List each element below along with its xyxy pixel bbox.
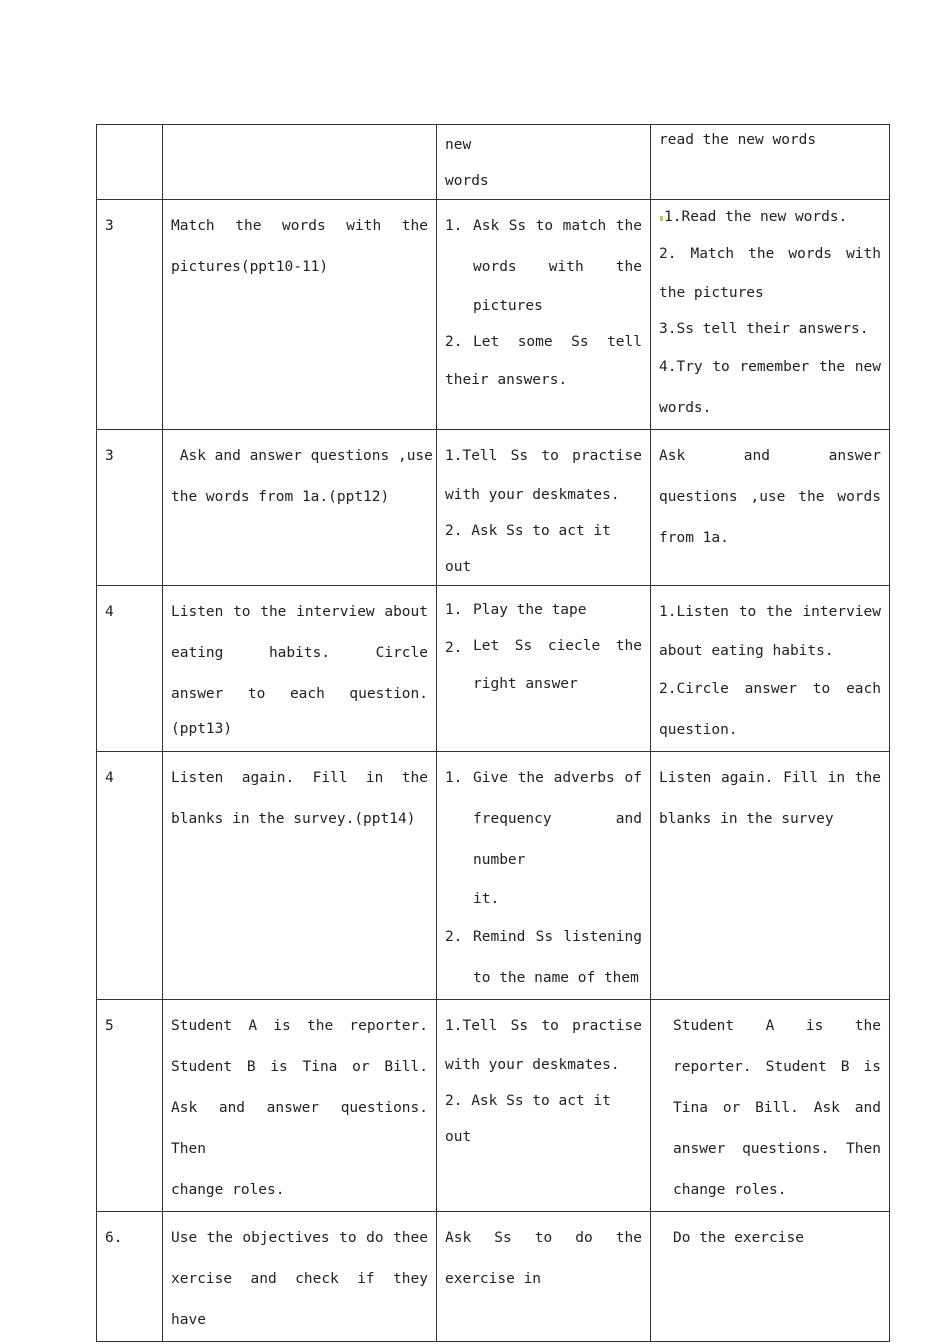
text-line: their answers.	[445, 372, 568, 388]
text-line: words with the	[473, 259, 642, 275]
content-cell	[163, 200, 437, 430]
text-line: the words from 1a.(ppt12)	[171, 489, 390, 505]
step-marker: 1.	[445, 218, 463, 234]
teacher-activity-cell	[437, 125, 651, 200]
text-line: Give the adverbs of	[473, 770, 642, 786]
text-line: 2.Circle answer to each	[659, 681, 881, 697]
step-marker: 2.	[445, 334, 463, 350]
text-line: exercise in	[445, 1271, 542, 1287]
step-marker: 1.	[445, 770, 463, 786]
teacher-activity-cell	[437, 430, 651, 586]
text-line: the pictures	[659, 285, 764, 301]
step-number-cell: 6.	[97, 1212, 163, 1342]
text-line: change roles.	[673, 1182, 787, 1198]
text-line: 1.Listen to the interview	[659, 604, 881, 620]
student-activity-cell	[651, 125, 890, 200]
numbered-step	[445, 324, 642, 360]
student-activity-cell	[651, 1212, 890, 1342]
text-line: (ppt13)	[171, 721, 233, 737]
student-activity-cell	[651, 1000, 890, 1212]
text-line: question.	[659, 722, 738, 738]
student-activity-cell	[651, 430, 890, 586]
step-marker: 1.	[445, 602, 463, 618]
teacher-activity-cell	[437, 752, 651, 1000]
table-row	[97, 1000, 890, 1212]
numbered-step	[445, 917, 642, 999]
student-activity-cell	[651, 586, 890, 752]
table-row	[97, 586, 890, 752]
text-line: pictures(ppt10-11)	[171, 259, 329, 275]
text-line: Ask Ss to do the	[445, 1230, 642, 1246]
text-line: from 1a.	[659, 530, 729, 546]
step-marker: 2.	[445, 640, 463, 656]
text-line: Let Ss ciecle the	[473, 638, 642, 654]
table-row	[97, 125, 890, 200]
text-line: 1.Tell Ss to practise	[445, 448, 642, 464]
edit-mark-icon	[660, 216, 663, 221]
content-cell	[163, 1000, 437, 1212]
text-line: Listen to the interview about	[171, 604, 428, 620]
text-line: words	[445, 173, 489, 189]
student-activity-cell	[651, 752, 890, 1000]
text-line: Ask and answer	[659, 448, 881, 464]
text-line: questions ,use the words	[659, 489, 881, 505]
content-cell	[163, 752, 437, 1000]
numbered-step	[445, 592, 642, 628]
text-line: answer questions. Then	[673, 1141, 881, 1157]
text-line: Do the exercise	[673, 1230, 804, 1246]
content-cell	[163, 586, 437, 752]
teacher-activity-cell	[437, 1000, 651, 1212]
text-line: reporter. Student B is	[673, 1059, 881, 1075]
text-line: Ask and answer questions ,use	[171, 448, 433, 464]
text-line: Tina or Bill. Ask and	[673, 1100, 881, 1116]
text-line: Listen again. Fill in the	[659, 770, 881, 786]
table-row	[97, 430, 890, 586]
text-line: to the name of them	[473, 970, 639, 986]
text-line: 1.Tell Ss to practise	[445, 1018, 642, 1034]
text-line: Student B is Tina or Bill.	[171, 1059, 428, 1075]
text-line: xercise and check if they have	[171, 1271, 428, 1328]
text-line: blanks in the survey	[659, 811, 834, 827]
numbered-step	[445, 206, 642, 324]
text-line: 4.Try to remember the new	[659, 359, 881, 375]
teacher-activity-cell	[437, 200, 651, 430]
step-number-cell: 4	[97, 752, 163, 1000]
text-line: pictures	[473, 298, 543, 314]
text-line: words.	[659, 400, 712, 416]
teacher-activity-cell	[437, 1212, 651, 1342]
text-line: 1.Read the new words.	[659, 200, 881, 234]
step-number-cell: 3	[97, 430, 163, 586]
text-line: Ask Ss to match the	[473, 218, 642, 234]
text-line: with your deskmates.	[445, 1057, 620, 1073]
step-marker: 2.	[445, 929, 463, 945]
text-line: Match the words with the	[171, 218, 428, 234]
text-line: read the new words	[659, 132, 817, 148]
table-row	[97, 1212, 890, 1342]
content-cell	[163, 125, 437, 200]
text-line: Play the tape	[473, 602, 587, 618]
text-line: about eating habits.	[659, 643, 834, 659]
table-row	[97, 200, 890, 430]
table-row	[97, 752, 890, 1000]
text-line: with your deskmates.	[445, 487, 620, 503]
content-cell	[163, 1212, 437, 1342]
text-line: Ask and answer questions. Then	[171, 1100, 428, 1157]
step-number-cell	[97, 125, 163, 200]
text-line: blanks in the survey.(ppt14)	[171, 811, 416, 827]
text-line: answer to each question.	[171, 686, 428, 702]
lesson-plan-table	[96, 124, 890, 1342]
text-line: Use the objectives to do thee	[171, 1230, 428, 1246]
text-line: eating habits. Circle	[171, 645, 428, 661]
text-line: 2. Ask Ss to act it out	[445, 523, 611, 575]
text-line: frequency and number	[473, 811, 642, 868]
text-line: 2. Ask Ss to act it out	[445, 1093, 611, 1145]
step-number-cell: 5	[97, 1000, 163, 1212]
text-line: Remind Ss listening	[473, 929, 642, 945]
step-number-cell: 3	[97, 200, 163, 430]
content-cell	[163, 430, 437, 586]
text-line: Student A is the reporter.	[171, 1018, 428, 1034]
numbered-step	[445, 758, 642, 917]
numbered-step	[445, 628, 642, 705]
text-line: 2. Match the words with	[659, 246, 881, 262]
text-line: 3.Ss tell their answers.	[659, 321, 869, 337]
text-line: Student A is the	[673, 1018, 881, 1034]
student-activity-cell	[651, 200, 890, 430]
text-line: Let some Ss tell	[473, 334, 642, 350]
teacher-activity-cell	[437, 586, 651, 752]
text-line: right answer	[473, 676, 578, 692]
step-number-cell: 4	[97, 586, 163, 752]
text-line: Listen again. Fill in the	[171, 770, 428, 786]
text-line: change roles.	[171, 1182, 285, 1198]
text-line: new	[445, 137, 472, 153]
text-line: it.	[473, 891, 500, 907]
